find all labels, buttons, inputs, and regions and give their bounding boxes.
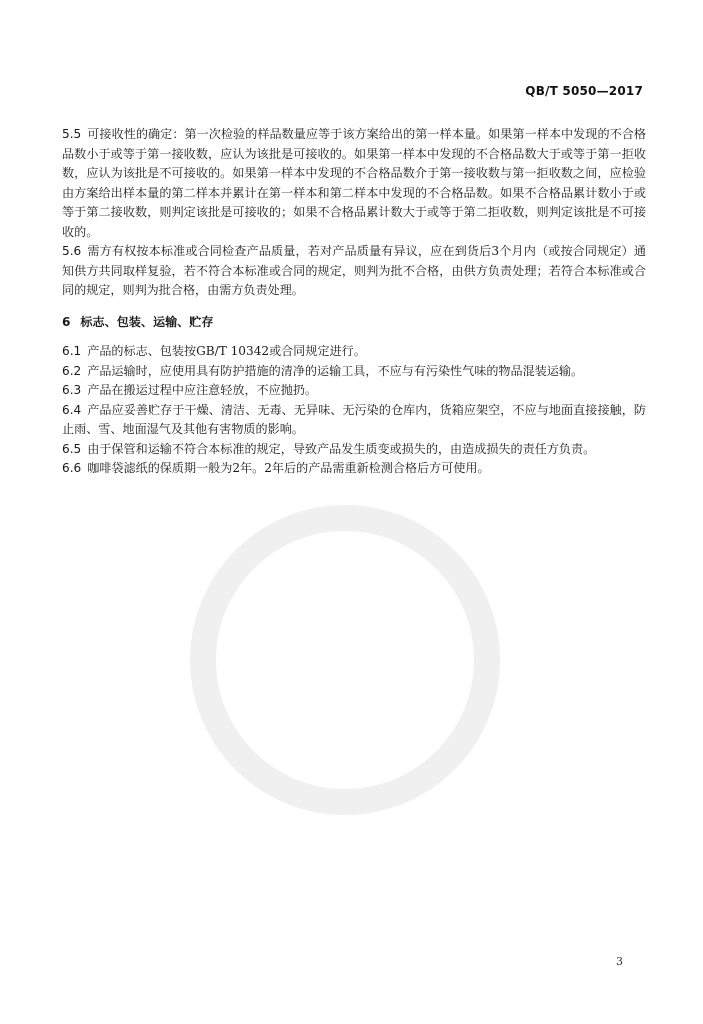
clause-text: 需方有权按本标准或合同检查产品质量，若对产品质量有异议，应在到货后3个月内（或按合同规定）通知供方共同取样复验，若不符合本标准或合同的规定，则判为批不合格，由供方负责处理；若符合本标准或合同的规定，则判为批合格，由需方负责处理。 (62, 244, 646, 297)
clause-6-3 (62, 381, 646, 401)
standard-code: QB/T 5050—2017 (525, 84, 643, 98)
clause-6-6 (62, 459, 646, 479)
clause-number: 6.5 (62, 441, 82, 456)
clause-number: 6.3 (62, 383, 82, 397)
clause-text: 由于保管和运输不符合本标准的规定，导致产品发生质变或损失的，由造成损失的责任方负责。 (87, 441, 596, 456)
clause-number: 6.4 (62, 402, 82, 417)
clause-number: 5.6 (62, 244, 82, 258)
clause-6-4 (62, 401, 646, 440)
clause-number: 6.1 (62, 344, 82, 358)
section-number: 6 (62, 314, 71, 329)
clause-text: 产品应妥善贮存于干燥、清洁、无毒、无异味、无污染的仓库内，货箱应架空，不应与地面直接接触，防止雨、雪、地面湿气及其他有害物质的影响。 (62, 402, 646, 436)
clause-text: 可接收性的确定：第一次检验的样品数量应等于该方案给出的第一样本量。如果第一样本中发现的不合格品数小于或等于第一接收数，应认为该批是可接收的。如果第一样本中发现的不合格品数大于或等于第一拒收数，应认为该批是不可接收的。如果第一样本中发现的不合格品数介于第一接收数与第一拒收数之间，应检验由方案给出样本量的第二样本并累计在第一样本和第二样本中发现的不合格品数。如果不合格品累计数小于或等于第二接收数，则判定该批是可接收的；如果不合格品累计数大于或等于第二拒收数，则判定该批是不可接收的。 (62, 127, 646, 239)
clause-number: 5.5 (62, 127, 82, 141)
page-number: 3 (616, 955, 623, 968)
clause-6-5 (62, 440, 646, 460)
clause-number: 6.2 (62, 363, 82, 378)
clause-5-6 (62, 242, 646, 301)
section-heading-6 (62, 313, 646, 333)
clause-text: 产品在搬运过程中应注意轻放，不应抛扔。 (87, 383, 318, 397)
clause-6-1 (62, 342, 646, 362)
clause-text: 咖啡袋滤纸的保质期一般为2年。2年后的产品需重新检测合格后方可使用。 (87, 461, 490, 475)
document-body (62, 125, 646, 479)
clause-6-2 (62, 362, 646, 382)
watermark-circle (190, 505, 500, 815)
clause-text: 产品运输时，应使用具有防护措施的清净的运输工具，不应与有污染性气味的物品混装运输。 (87, 363, 584, 378)
clause-number: 6.6 (62, 461, 82, 475)
clause-text: 产品的标志、包装按GB/T 10342或合同规定进行。 (87, 344, 366, 358)
clause-5-5 (62, 125, 646, 242)
section-title: 标志、包装、运输、贮存 (80, 314, 214, 329)
